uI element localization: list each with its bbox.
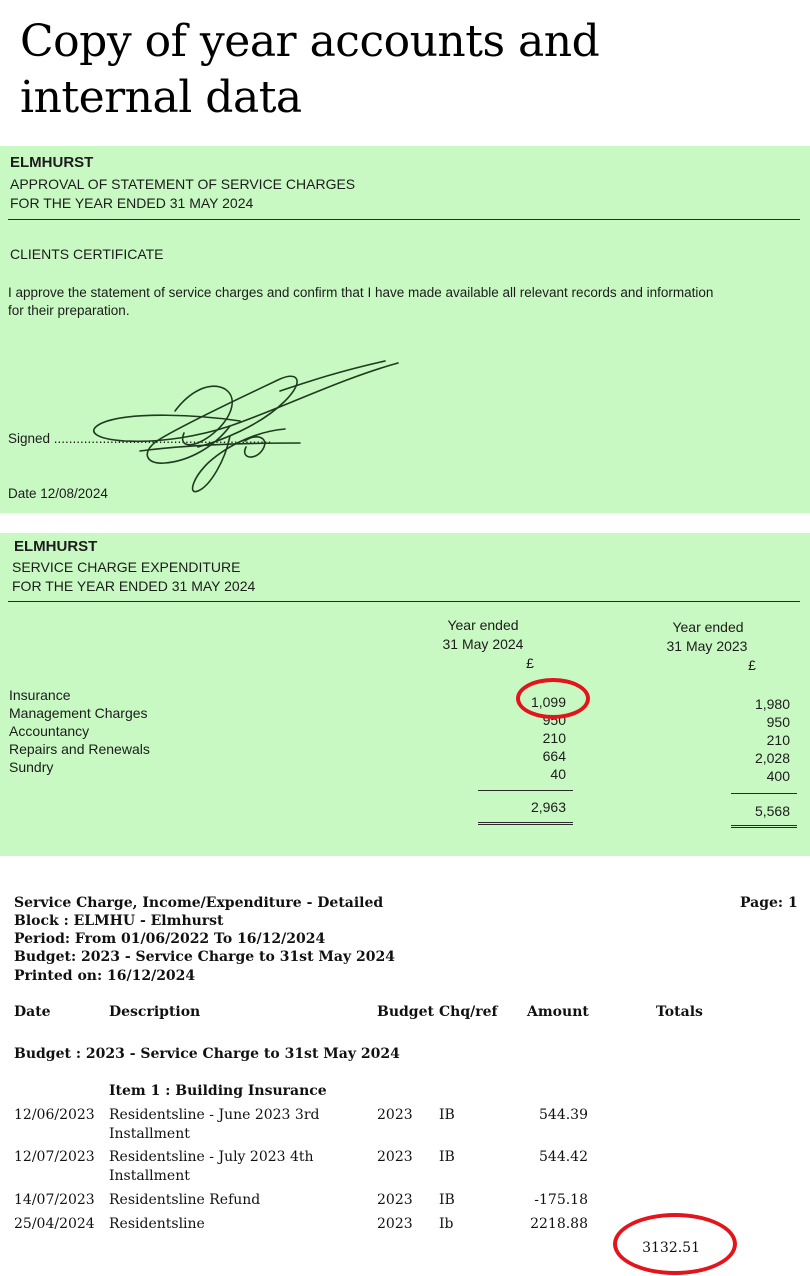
report-row-budget: 2023 (377, 1149, 413, 1165)
report-row-chq-ref: Ib (439, 1216, 454, 1232)
report-row-date: 12/06/2023 (14, 1107, 95, 1123)
report-printed: Printed on: 16/12/2024 (14, 968, 196, 984)
subtotal-rule-2023 (731, 793, 797, 794)
certificate-header-rule (8, 219, 800, 220)
page-title-line-2: internal data (20, 72, 302, 123)
expenditure-row-2023: 210 (766, 732, 790, 748)
report-row-amount: 544.42 (539, 1149, 588, 1165)
expenditure-row-2023: 1,980 (754, 696, 790, 712)
report-title: Service Charge, Income/Expenditure - Detailed (14, 895, 384, 911)
report-row-description: Residentsline - July 2023 4th (109, 1149, 314, 1165)
col-2024-line-1: Year ended (447, 617, 519, 633)
expenditure-heading-2: FOR THE YEAR ENDED 31 MAY 2024 (12, 578, 256, 594)
report-row-date: 14/07/2023 (14, 1192, 95, 1208)
certificate-body-line-2: for their preparation. (8, 303, 130, 318)
expenditure-company: ELMHURST (14, 538, 98, 555)
report-row-description: Residentsline - June 2023 3rd (109, 1107, 320, 1123)
detailed-report (0, 856, 810, 1276)
total-2023: 5,568 (754, 803, 790, 819)
col-2024-line-2: 31 May 2024 (442, 636, 524, 652)
total-highlight-circle (613, 1213, 737, 1275)
certificate-company: ELMHURST (10, 154, 94, 171)
report-row-amount: 544.39 (539, 1107, 588, 1123)
certificate-date: Date 12/08/2024 (8, 486, 108, 501)
signature-scribble (80, 351, 410, 501)
report-row-chq-ref: IB (439, 1107, 455, 1123)
expenditure-header-rule (8, 601, 800, 602)
expenditure-row-2024: 40 (550, 766, 566, 782)
col-2023-currency: £ (748, 657, 756, 673)
report-row-date: 12/07/2023 (14, 1149, 95, 1165)
expenditure-row-2024: 950 (542, 712, 566, 728)
report-page: Page: 1 (740, 895, 798, 911)
report-row-budget: 2023 (377, 1216, 413, 1232)
report-row-amount: -175.18 (534, 1192, 588, 1208)
report-row-description: Residentsline (109, 1216, 205, 1232)
report-budget: Budget: 2023 - Service Charge to 31st May 2024 (14, 949, 395, 965)
report-row-date: 25/04/2024 (14, 1216, 95, 1232)
certificate-body-line-1: I approve the statement of service charges and confirm that I have made available all relevant records and information (8, 285, 714, 300)
total-rule-2023 (731, 825, 797, 828)
report-row-budget: 2023 (377, 1107, 413, 1123)
total-2024: 2,963 (530, 799, 566, 815)
certificate-subheading: CLIENTS CERTIFICATE (10, 246, 164, 262)
header-amount: Amount (527, 1004, 589, 1020)
report-item: Item 1 : Building Insurance (109, 1083, 327, 1099)
expenditure-row-label: Insurance (9, 687, 71, 703)
col-2024-currency: £ (526, 655, 534, 671)
expenditure-row-label: Repairs and Renewals (9, 741, 150, 757)
report-row-chq-ref: IB (439, 1192, 455, 1208)
certificate-heading-2: FOR THE YEAR ENDED 31 MAY 2024 (10, 195, 254, 211)
col-2023-line-1: Year ended (672, 619, 744, 635)
header-date: Date (14, 1004, 51, 1020)
report-section: Budget : 2023 - Service Charge to 31st May 2024 (14, 1046, 400, 1062)
report-row-chq-ref: IB (439, 1149, 455, 1165)
report-row-budget: 2023 (377, 1192, 413, 1208)
expenditure-row-2023: 2,028 (754, 750, 790, 766)
page-title-line-1: Copy of year accounts and (20, 16, 600, 67)
report-total: 3132.51 (642, 1240, 700, 1256)
report-row-description-cont: Installment (109, 1126, 190, 1142)
expenditure-heading-1: SERVICE CHARGE EXPENDITURE (12, 559, 241, 575)
expenditure-row-2023: 400 (766, 768, 790, 784)
subtotal-rule-2024 (478, 790, 573, 791)
header-totals: Totals (656, 1004, 703, 1020)
col-2023-line-2: 31 May 2023 (666, 638, 748, 654)
page-title (20, 14, 780, 126)
expenditure-row-label: Accountancy (9, 723, 90, 739)
insurance-highlight-circle (516, 678, 590, 719)
report-period: Period: From 01/06/2022 To 16/12/2024 (14, 931, 326, 947)
expenditure-row-2023: 950 (766, 714, 790, 730)
header-budget: Budget (377, 1004, 434, 1020)
report-row-amount: 2218.88 (530, 1216, 588, 1232)
signed-label: Signed .......................................................... (8, 431, 272, 446)
header-description: Description (109, 1004, 201, 1020)
expenditure-row-label: Management Charges (9, 705, 148, 721)
expenditure-row-2024: 1,099 (530, 694, 566, 710)
expenditure-row-2024: 210 (542, 730, 566, 746)
expenditure-scan (0, 533, 810, 856)
expenditure-row-2024: 664 (542, 748, 566, 764)
total-rule-2024 (478, 822, 573, 825)
report-row-description: Residentsline Refund (109, 1192, 261, 1208)
clients-certificate-scan (0, 146, 810, 513)
header-chq-ref: Chq/ref (439, 1004, 498, 1020)
report-block: Block : ELMHU - Elmhurst (14, 913, 224, 929)
report-row-description-cont: Installment (109, 1168, 190, 1184)
certificate-heading-1: APPROVAL OF STATEMENT OF SERVICE CHARGES (10, 176, 356, 192)
expenditure-row-label: Sundry (9, 759, 54, 775)
